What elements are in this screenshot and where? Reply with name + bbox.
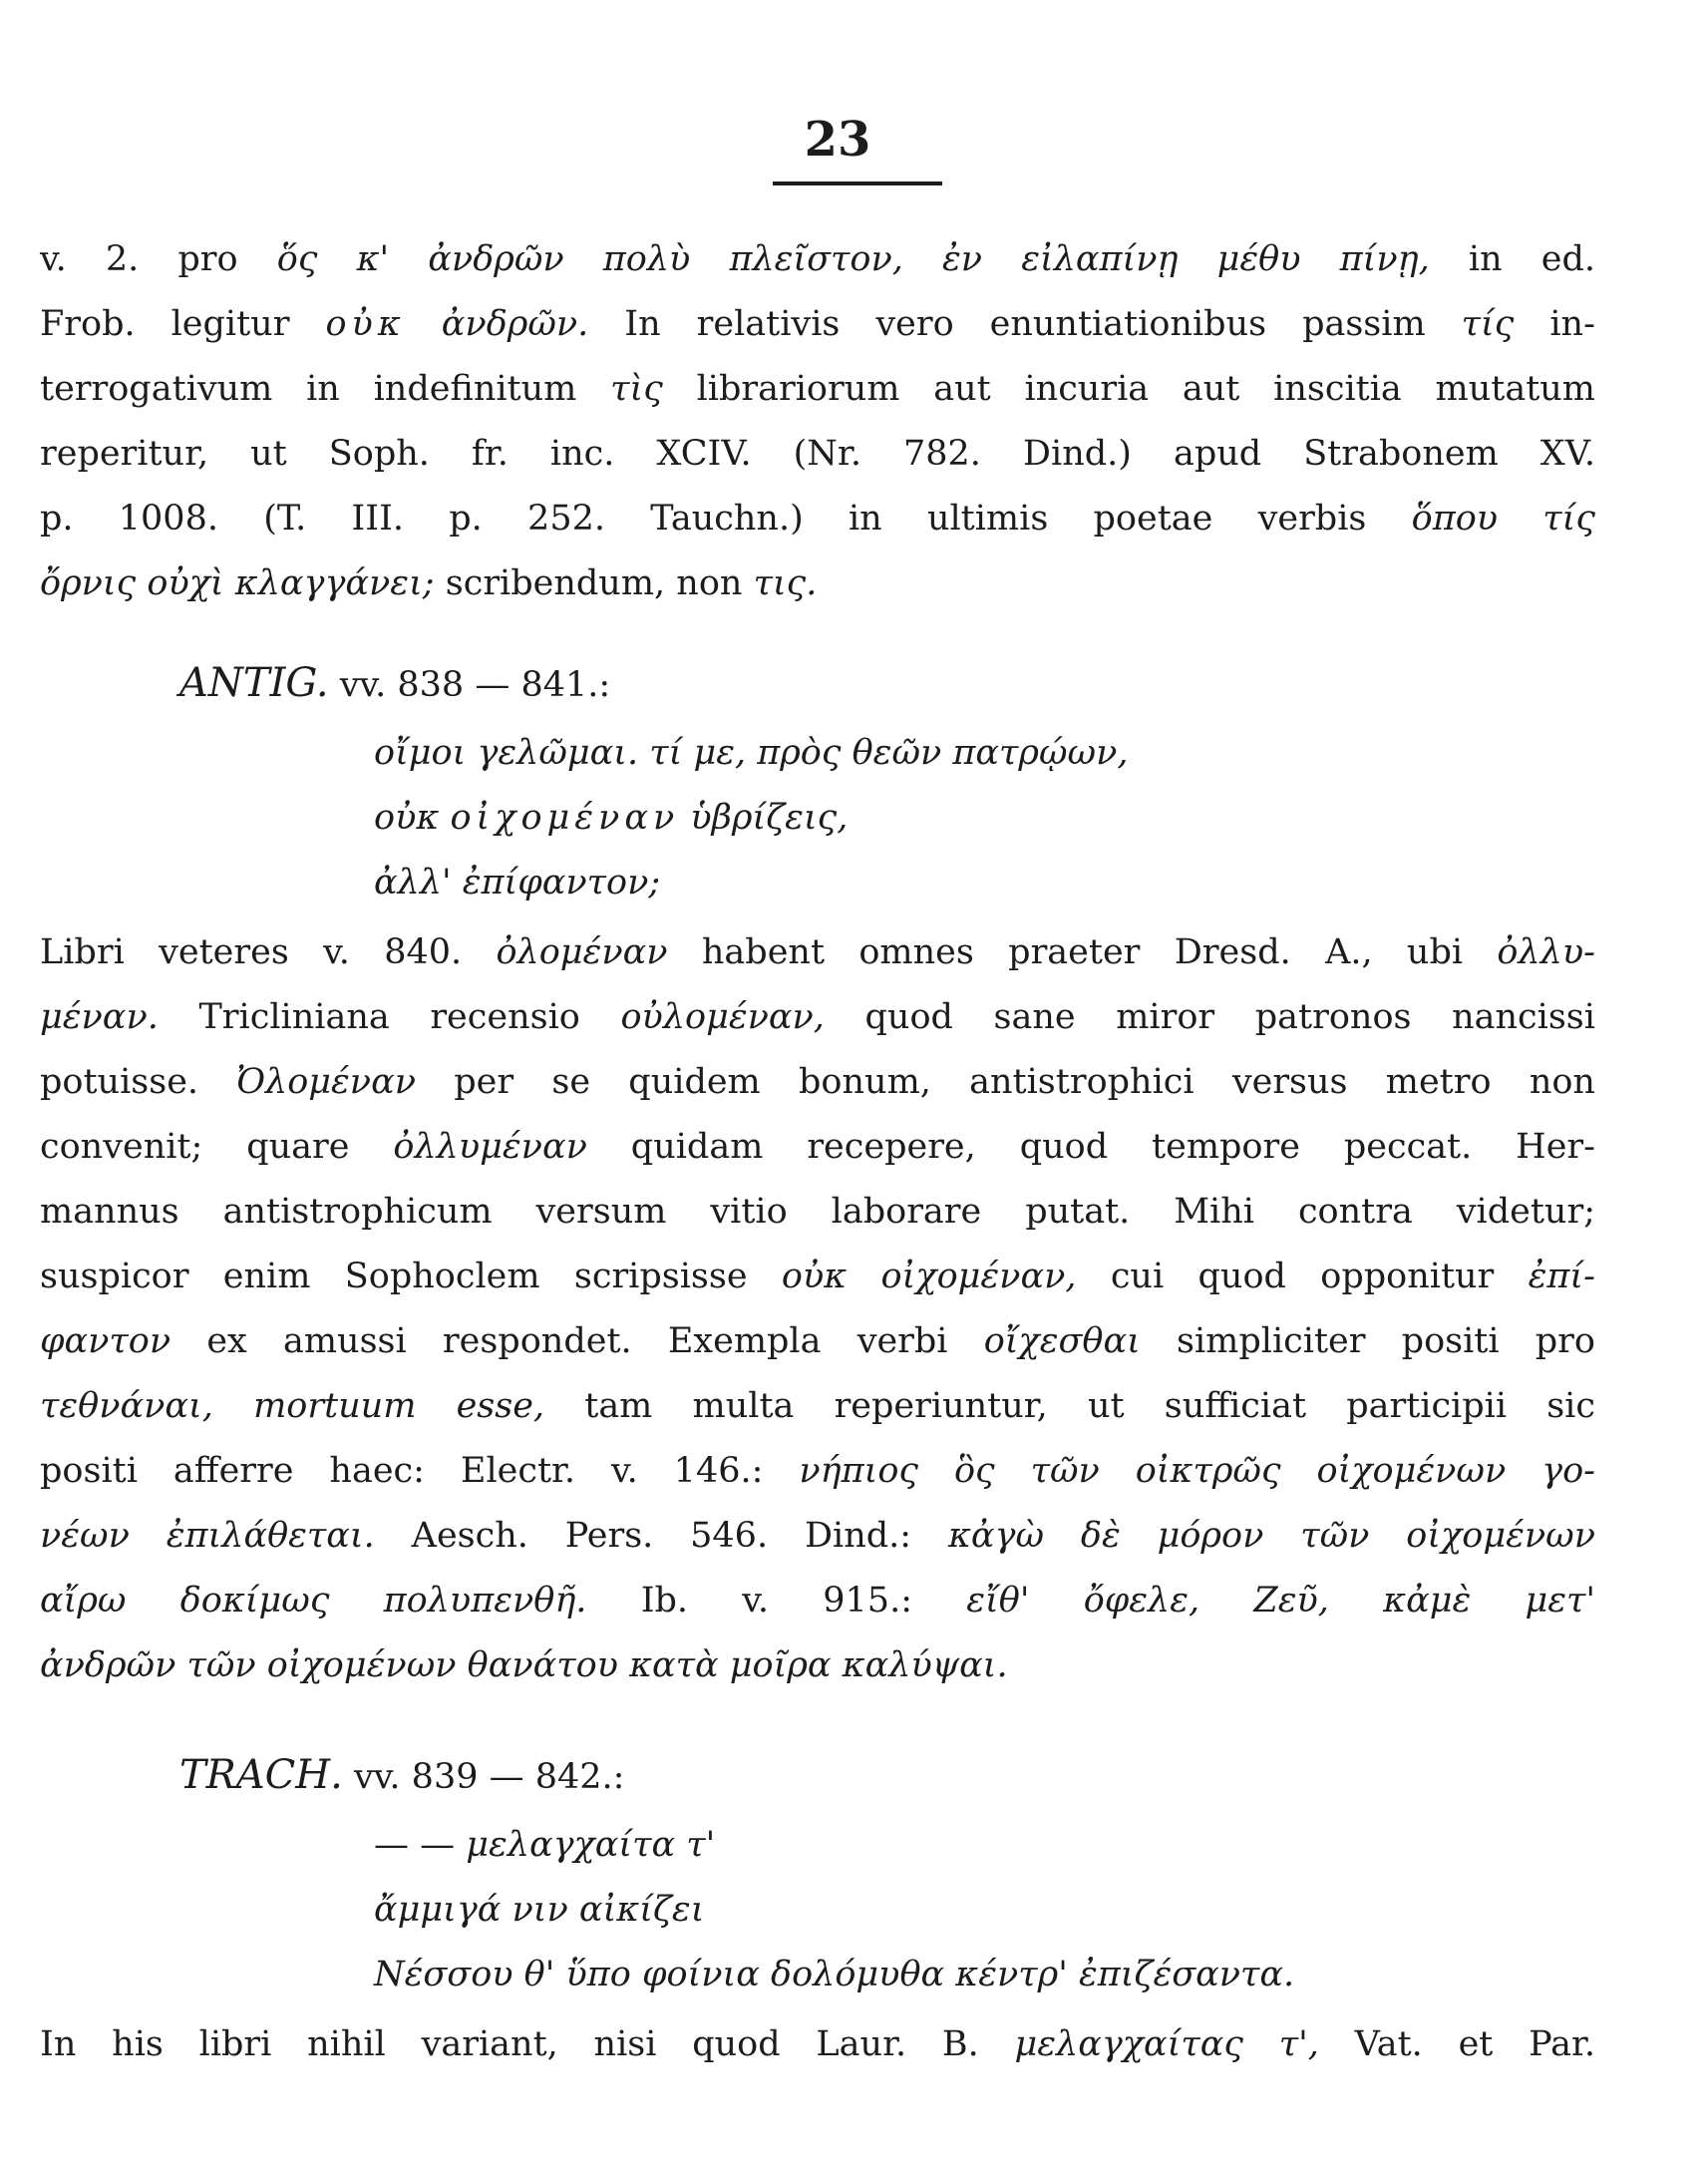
text-line bbox=[40, 237, 1595, 281]
latin-text: positi afferre haec: Electr. v. 146.: bbox=[40, 1451, 764, 1491]
latin-text: scribendum, non bbox=[445, 563, 743, 603]
verse-line bbox=[374, 1823, 715, 1867]
verse-dashes: — — bbox=[374, 1825, 456, 1865]
greek-text: οἴχεσθαι bbox=[983, 1321, 1141, 1361]
latin-text: convenit; quare bbox=[40, 1127, 350, 1167]
text-line bbox=[40, 432, 1595, 476]
text-line bbox=[40, 561, 1595, 605]
verse-line: οἴμοι γελῶμαι. τί με, πρὸς θεῶν πατρῴων, bbox=[374, 733, 1129, 773]
text-line bbox=[40, 1643, 1595, 1687]
greek-text: τὶς bbox=[610, 369, 663, 409]
verse-line: ἀλλ' ἐπίφαντον; bbox=[374, 863, 661, 902]
text-line bbox=[40, 1384, 1595, 1428]
text-line bbox=[40, 367, 1595, 411]
latin-text: in- bbox=[1549, 304, 1595, 344]
latin-text: Aesch. Pers. 546. Dind.: bbox=[411, 1516, 912, 1556]
section-heading-trach bbox=[179, 1753, 624, 1799]
greek-text: ὀλλυ- bbox=[1497, 932, 1595, 972]
greek-spaced-text: οἰχομέναν bbox=[450, 798, 680, 838]
greek-text: ἐπί- bbox=[1528, 1257, 1595, 1296]
greek-text: μελαγχαίτας τ', bbox=[1014, 2024, 1319, 2064]
latin-text: In his libri nihil variant, nisi quod Laur. B. bbox=[40, 2024, 979, 2064]
verse-line: Νέσσου θ' ὕπο φοίνια δολόμυθα κέντρ' ἐπιζέσαντα. bbox=[374, 1955, 1295, 1994]
latin-text: per se quidem bonum, antistrophici versus metro non bbox=[454, 1062, 1595, 1102]
latin-text: potuisse. bbox=[40, 1062, 199, 1102]
greek-text: νήπιος ὃς τῶν οἰκτρῶς οἰχομένων γο- bbox=[799, 1451, 1595, 1491]
latin-text: p. 1008. (T. III. p. 252. Tauchn.) in ultimis poetae verbis bbox=[40, 499, 1367, 539]
greek-text: τίς bbox=[1461, 304, 1515, 344]
latin-italic-text: mortuum esse, bbox=[253, 1386, 545, 1426]
verse-reference: vv. 839 — 842.: bbox=[354, 1757, 625, 1797]
greek-text: αἴρω δοκίμως πολυπενθῆ. bbox=[40, 1581, 587, 1621]
verse-line bbox=[374, 796, 848, 840]
latin-text: tam multa reperiuntur, ut sufficiat participii sic bbox=[584, 1386, 1595, 1426]
play-title: ANTIG. bbox=[179, 660, 329, 706]
text-line bbox=[40, 995, 1595, 1039]
latin-text: Vat. et Par. bbox=[1354, 2024, 1595, 2064]
greek-text: Ὀλομέναν bbox=[236, 1062, 416, 1102]
greek-spaced-text: οὐκ bbox=[325, 304, 406, 344]
text-line bbox=[40, 1255, 1595, 1298]
latin-text: quod sane miror patronos nancissi bbox=[864, 997, 1595, 1037]
text-line bbox=[40, 497, 1595, 541]
greek-text: ἀνδρῶν τῶν οἰχομένων θανάτου κατὰ μοῖρα καλύψαι. bbox=[40, 1645, 1008, 1685]
latin-text: suspicor enim Sophoclem scripsisse bbox=[40, 1257, 748, 1296]
greek-text: ὀλομέναν bbox=[496, 932, 668, 972]
greek-text: εἴθ' ὄφελε, Ζεῦ, κἀμὲ μετ' bbox=[966, 1581, 1595, 1621]
text-line bbox=[40, 1125, 1595, 1169]
latin-text: Libri veteres v. 840. bbox=[40, 932, 463, 972]
latin-text: librariorum aut incuria aut inscitia mutatum bbox=[696, 369, 1595, 409]
text-line bbox=[40, 1190, 1595, 1234]
latin-text: mannus antistrophicum versum vitio laborare putat. Mihi contra videtur; bbox=[40, 1192, 1595, 1232]
text-line bbox=[40, 1579, 1595, 1623]
greek-text: ὄρνις οὐχὶ κλαγγάνει; bbox=[40, 563, 435, 603]
greek-text: τεθνάναι, bbox=[40, 1386, 213, 1426]
text-line bbox=[40, 1514, 1595, 1558]
book-page bbox=[40, 0, 1635, 2165]
greek-text: κἀγὼ δὲ μόρον τῶν οἰχομένων bbox=[947, 1516, 1595, 1556]
greek-text: ὅπου τίς bbox=[1411, 499, 1595, 539]
verse-line: ἄμμιγά νιν αἰκίζει bbox=[374, 1890, 705, 1930]
greek-text: ἀνδρῶν. bbox=[441, 304, 589, 344]
text-line bbox=[40, 1449, 1595, 1493]
latin-text: Ib. v. 915.: bbox=[640, 1581, 912, 1621]
latin-text: v. 2. pro bbox=[40, 239, 238, 279]
greek-text: τις. bbox=[753, 563, 818, 603]
latin-text: habent omnes praeter Dresd. A., ubi bbox=[701, 932, 1464, 972]
latin-text: in ed. bbox=[1468, 239, 1595, 279]
header-rule bbox=[773, 181, 942, 185]
greek-text: νέων ἐπιλάθεται. bbox=[40, 1516, 375, 1556]
greek-text: μέναν. bbox=[40, 997, 159, 1037]
text-line bbox=[40, 302, 1595, 346]
text-line bbox=[40, 1060, 1595, 1104]
latin-text: quidam recepere, quod tempore peccat. Her- bbox=[630, 1127, 1595, 1167]
latin-text: Tricliniana recensio bbox=[198, 997, 580, 1037]
page-number: 23 bbox=[804, 112, 871, 168]
greek-text: φαντον bbox=[40, 1321, 171, 1361]
latin-text: simpliciter positi pro bbox=[1177, 1321, 1595, 1361]
latin-text: In relativis vero enuntiationibus passim bbox=[624, 304, 1426, 344]
greek-text: ὅς κ' ἀνδρῶν πολὺ πλεῖστον, ἐν εἰλαπίνῃ μέθυ πίνῃ, bbox=[276, 239, 1430, 279]
play-title: TRACH. bbox=[179, 1752, 343, 1798]
latin-text: terrogativum in indefinitum bbox=[40, 369, 577, 409]
text-line bbox=[40, 1319, 1595, 1363]
greek-text: ὀλλυμέναν bbox=[393, 1127, 587, 1167]
greek-text: μελαγχαίτα τ' bbox=[466, 1825, 716, 1865]
section-heading-antig bbox=[179, 661, 610, 707]
latin-text: cui quod opponitur bbox=[1110, 1257, 1495, 1296]
greek-text: οὐλομέναν, bbox=[620, 997, 825, 1037]
latin-text: Frob. legitur bbox=[40, 304, 290, 344]
text-line bbox=[40, 2022, 1595, 2066]
greek-text: οὐκ οἰχομέναν, bbox=[781, 1257, 1077, 1296]
greek-text: οὐκ bbox=[374, 798, 440, 838]
latin-text: reperitur, ut Soph. fr. inc. XCIV. (Nr. 782. Dind.) apud Strabonem XV. bbox=[40, 434, 1595, 474]
verse-reference: vv. 838 — 841.: bbox=[339, 665, 611, 705]
greek-text: ὑβρίζεις, bbox=[690, 798, 849, 838]
text-line bbox=[40, 930, 1595, 974]
latin-text: ex amussi respondet. Exempla verbi bbox=[206, 1321, 948, 1361]
